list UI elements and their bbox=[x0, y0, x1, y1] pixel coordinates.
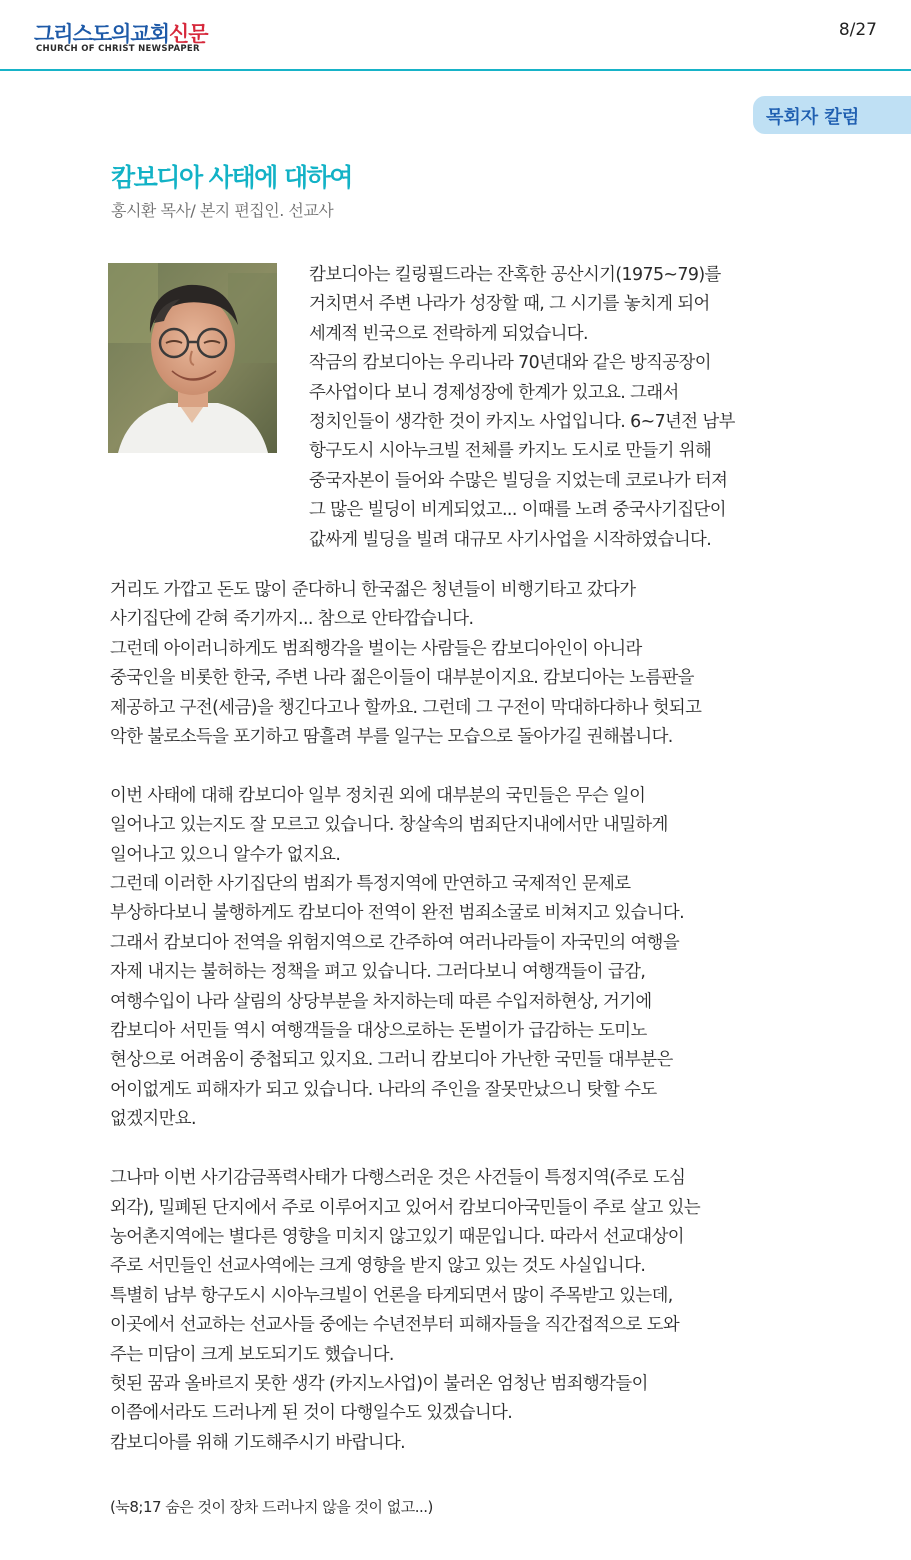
body-line: 자제 내지는 불허하는 정책을 펴고 있습니다. 그러다보니 여행객들이 급감, bbox=[110, 962, 646, 983]
body-line: 이쯤에서라도 드러나게 된 것이 다행일수도 있겠습니다. bbox=[110, 1403, 513, 1424]
article-lead-paragraph bbox=[309, 261, 809, 555]
logo-english-subtitle: CHURCH OF CHRIST NEWSPAPER bbox=[36, 44, 200, 54]
lead-line: 주사업이다 보니 경제성장에 한계가 있고요. 그래서 bbox=[309, 382, 679, 403]
body-line: 여행수입이 나라 살림의 상당부분을 차지하는데 따른 수입저하현상, 거기에 bbox=[110, 991, 652, 1012]
body-line: 캄보디아를 위해 기도해주시기 바랍니다. bbox=[110, 1432, 406, 1453]
lead-line: 중국자본이 들어와 수많은 빌딩을 지었는데 코로나가 터져 bbox=[309, 470, 728, 491]
body-line: 없겠지만요. bbox=[110, 1109, 196, 1130]
body-line: 일어나고 있는지도 잘 모르고 있습니다. 창살속의 범죄단지내에서만 내밀하게 bbox=[110, 815, 668, 836]
lead-line: 그 많은 빌딩이 비게되었고... 이때를 노려 중국사기집단이 bbox=[309, 500, 726, 521]
lead-line: 작금의 캄보디아는 우리나라 70년대와 같은 방직공장이 bbox=[309, 353, 711, 374]
body-line: 악한 불로소득을 포기하고 땀흘려 부를 일구는 모습으로 돌아가길 권해봅니다. bbox=[110, 727, 673, 748]
body-line: 어이없게도 피해자가 되고 있습니다. 나라의 주인을 잘못만났으니 탓할 수도 bbox=[110, 1079, 657, 1100]
body-line: 캄보디아 서민들 역시 여행객들을 대상으로하는 돈벌이가 급감하는 도미노 bbox=[110, 1021, 647, 1042]
logo-accent-text: 신문 bbox=[169, 22, 208, 46]
lead-line: 값싸게 빌딩을 빌려 대규모 사기사업을 시작하였습니다. bbox=[309, 529, 712, 550]
body-line: 중국인을 비롯한 한국, 주변 나라 젊은이들이 대부분이지요. 캄보디아는 노름판을 bbox=[110, 668, 694, 689]
body-line: 거리도 가깝고 돈도 많이 준다하니 한국젊은 청년들이 비행기타고 갔다가 bbox=[110, 580, 636, 600]
article-title: 캄보디아 사태에 대하여 bbox=[111, 163, 352, 192]
body-line: 그나마 이번 사기감금폭력사태가 다행스러운 것은 사건들이 특정지역(주로 도심 bbox=[110, 1168, 686, 1189]
body-line: 사기집단에 갇혀 죽기까지... 참으로 안타깝습니다. bbox=[110, 609, 474, 630]
body-line: 특별히 남부 항구도시 시아누크빌이 언론을 타게되면서 많이 주목받고 있는데, bbox=[110, 1285, 673, 1306]
lead-line: 정치인들이 생각한 것이 카지노 사업입니다. 6~7년전 남부 bbox=[309, 412, 735, 433]
article-author: 홍시환 목사/ 본지 편집인. 선교사 bbox=[111, 201, 334, 220]
body-line: 이번 사태에 대해 캄보디아 일부 정치권 외에 대부분의 국민들은 무슨 일이 bbox=[110, 785, 646, 806]
lead-line: 세계적 빈국으로 전락하게 되었습니다. bbox=[309, 323, 588, 344]
paragraph-gap bbox=[110, 1135, 800, 1164]
section-badge bbox=[753, 96, 911, 134]
paragraph-gap bbox=[110, 752, 800, 781]
body-line: 외각), 밀폐된 단지에서 주로 이루어지고 있어서 캄보디아국민들이 주로 살고 있는 bbox=[110, 1197, 701, 1218]
body-line: 주는 미담이 크게 보도되기도 했습니다. bbox=[110, 1344, 394, 1365]
page-number: 8/27 bbox=[838, 20, 877, 40]
body-line: 농어촌지역에는 별다른 영향을 미치지 않고있기 때문입니다. 따라서 선교대상이 bbox=[110, 1226, 685, 1247]
body-line: 그런데 이러한 사기집단의 범죄가 특정지역에 만연하고 국제적인 문제로 bbox=[110, 874, 631, 895]
body-line: 일어나고 있으니 알수가 없지요. bbox=[110, 844, 341, 865]
body-line: 헛된 꿈과 올바르지 못한 생각 (카지노사업)이 불러온 엄청난 범죄행각들이 bbox=[110, 1373, 648, 1394]
article-body bbox=[110, 576, 800, 1458]
lead-line: 캄보디아는 킬링필드라는 잔혹한 공산시기(1975~79)를 bbox=[309, 265, 721, 285]
lead-line: 거치면서 주변 나라가 성장할 때, 그 시기를 놓치게 되어 bbox=[309, 294, 710, 315]
author-photo bbox=[108, 263, 277, 453]
newspaper-header bbox=[0, 0, 911, 71]
logo-main-text: 그리스도의교회 bbox=[34, 22, 170, 46]
body-line: 이곳에서 선교하는 선교사들 중에는 수년전부터 피해자들을 직간접적으로 도와 bbox=[110, 1315, 680, 1336]
body-line: 현상으로 어려움이 중첩되고 있지요. 그러니 캄보디아 가난한 국민들 대부분은 bbox=[110, 1050, 673, 1071]
author-portrait-image bbox=[108, 263, 277, 453]
body-line: 부상하다보니 불행하게도 캄보디아 전역이 완전 범죄소굴로 비쳐지고 있습니다. bbox=[110, 903, 685, 924]
body-line: 주로 서민들인 선교사역에는 크게 영향을 받지 않고 있는 것도 사실입니다. bbox=[110, 1256, 646, 1277]
bible-footnote: (눅8;17 숨은 것이 장차 드러나지 않을 것이 없고...) bbox=[110, 1498, 433, 1516]
section-badge-label: 목회자 칼럼 bbox=[766, 107, 860, 128]
body-line: 제공하고 구전(세금)을 챙긴다고나 할까요. 그런데 그 구전이 막대하다하나 헛되고 bbox=[110, 697, 702, 718]
body-line: 그래서 캄보디아 전역을 위험지역으로 간주하여 여러나라들이 자국민의 여행을 bbox=[110, 932, 680, 953]
lead-line: 항구도시 시아누크빌 전체를 카지노 도시로 만들기 위해 bbox=[309, 441, 712, 462]
body-line: 그런데 아이러니하게도 범죄행각을 벌이는 사람들은 캄보디아인이 아니라 bbox=[110, 638, 642, 659]
